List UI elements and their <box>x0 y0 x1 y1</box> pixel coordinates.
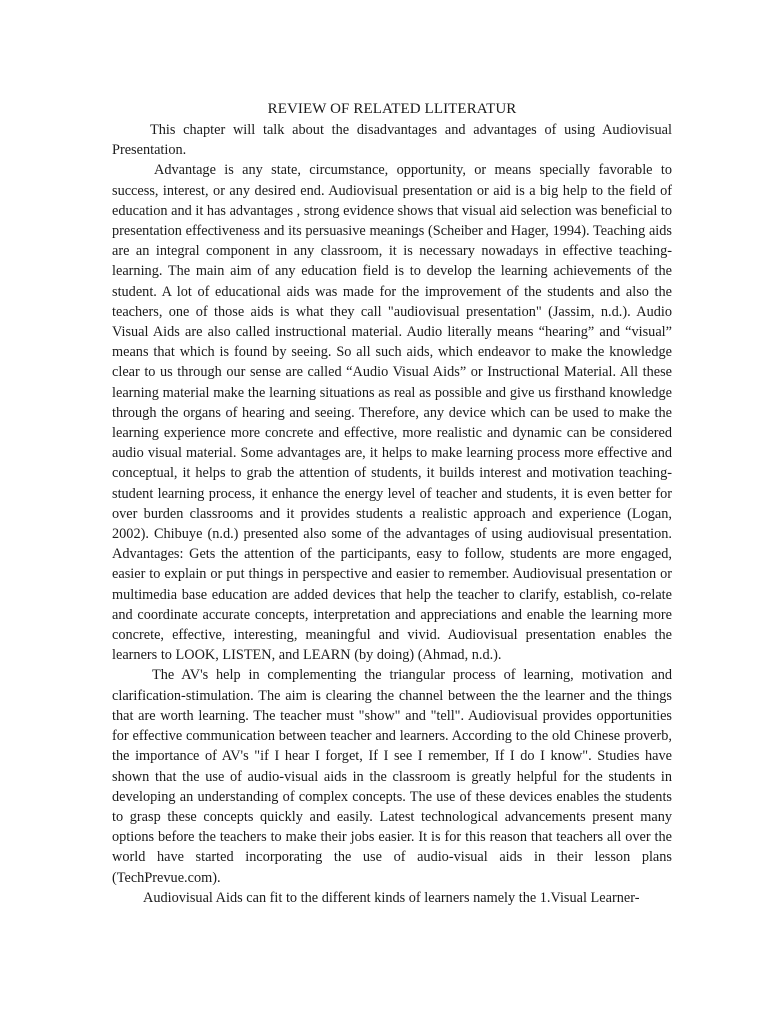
paragraph-learner-types: Audiovisual Aids can fit to the different kinds of learners namely the 1.Visual Learner- <box>143 889 640 906</box>
paragraph-intro: This chapter will talk about the disadvantages and advantages of using Audiovisual Presentation. <box>112 122 672 159</box>
paragraph-advantages: Advantage is any state, circumstance, opportunity, or means specially favorable to success, interest, or any desired end. Audiovisual presentation or aid is a big help to the field of education and it has advantages , strong evidence shows that visual aid selection was beneficial to presentation effectiveness and its persuasive meanings (Scheiber and Hager, 1994). Teaching aids are an integral component in any classroom, it is necessary nowadays in effective teaching-learning. The main aim of any education field is to develop the learning achievements of the student. A lot of educational aids was made for the improvement of the students and also the teachers, one of those aids is what they call "audiovisual presentation" (Jassim, n.d.). Audio Visual Aids are also called instructional material. Audio literally means “hearing” and “visual” means that which is found by seeing. So all such aids, which endeavor to make the knowledge clear to us through our sense are called “Audio Visual Aids” or Instructional Material. All these learning material make the learning situations as real as possible and give us firsthand knowledge through the organs of hearing and seeing. Therefore, any device which can be used to make the learning experience more concrete and effective, more realistic and dynamic can be considered audio visual material. Some advantages are, it helps to make learning process more effective and conceptual, it helps to grab the attention of students, it builds interest and motivation teaching-student learning process, it enhance the energy level of teacher and students, it is even better for over burden classrooms and it provides students a realistic approach and experience (Logan, 2002). Chibuye (n.d.) presented also some of the advantages of using audiovisual presentation. Advantages: Gets the attention of the participants, easy to follow, students are more engaged, easier to explain or put things in perspective and easier to remember. Audiovisual presentation or multimedia base education are added devices that help the teacher to clarify, establish, co-relate and coordinate accurate concepts, interpretation and appreciations and enable the learning more concrete, effective, interesting, meaningful and vivid. Audiovisual presentation enables the learners to LOOK, LISTEN, and LEARN (by doing) (Ahmad, n.d.). <box>112 162 672 664</box>
paragraph-av-help: The AV's help in complementing the triangular process of learning, motivation and clarification-stimulation. The aim is clearing the channel between the the learner and the things that are worth learning. The teacher must "show" and "tell". Audiovisual provides opportunities for effective communication between teacher and learners. According to the old Chinese proverb, the importance of AV's "if I hear I forget, If I see I remember, If I do I know". Studies have shown that the use of audio-visual aids in the classroom is greatly helpful for the students in developing an understanding of complex concepts. The use of these devices enables the students to grasp these concepts quickly and easily. Latest technological advancements present many options before the teachers to make their jobs easier. It is for this reason that teachers all over the world have started incorporating the use of audio-visual aids in their lesson plans (TechPrevue.com). <box>112 667 672 886</box>
document-title: REVIEW OF RELATED LLITERATUR <box>267 101 517 117</box>
document-page <box>112 99 672 908</box>
